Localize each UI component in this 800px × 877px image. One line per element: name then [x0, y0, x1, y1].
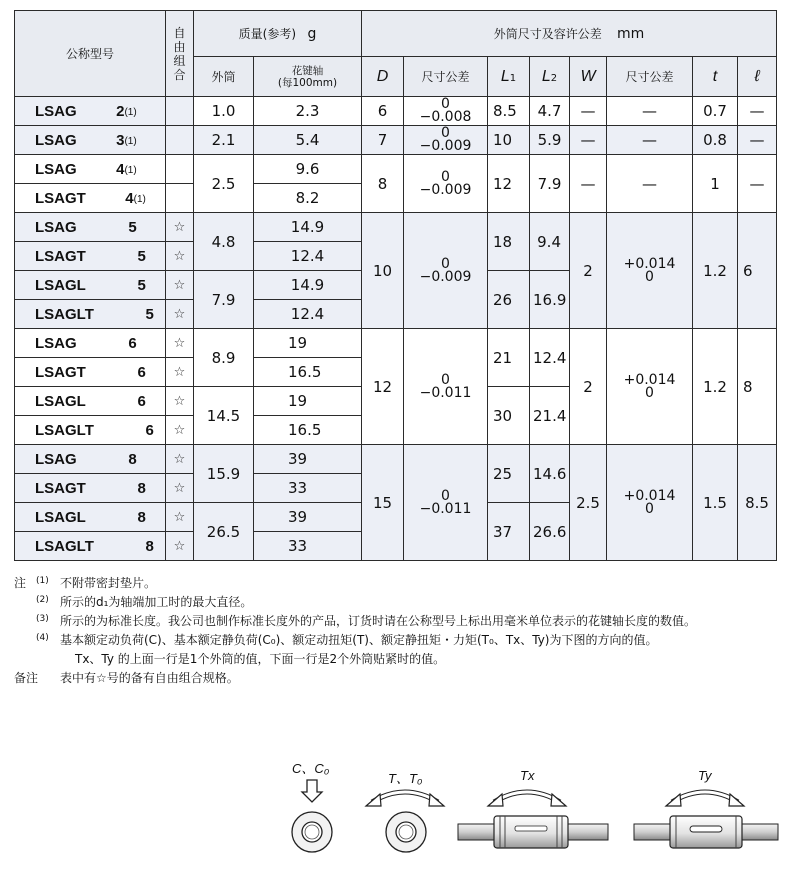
note-index: (2): [36, 595, 49, 605]
outer-mass-cell: 8.9: [194, 329, 254, 387]
W-cell: 2: [570, 329, 607, 445]
header-dimensions: 外筒尺寸及容许公差 mm: [362, 11, 777, 57]
L2-cell: 5.9: [530, 126, 570, 155]
L2-cell: 12.4: [530, 329, 570, 387]
t-cell: 0.7: [693, 97, 738, 126]
note-index: (1): [36, 576, 49, 586]
L1-cell: 12: [488, 155, 530, 213]
shaft-mass-cell: 33: [254, 474, 362, 503]
bearing-end-view-icon: [292, 812, 332, 852]
tol1-cell: 0 −0.008: [404, 97, 488, 126]
free-combo-cell: ☆: [166, 242, 194, 271]
t-cell: 1.5: [693, 445, 738, 561]
note-index: (3): [36, 614, 49, 624]
D-cell: 8: [362, 155, 404, 213]
free-combo-cell: [166, 126, 194, 155]
shaft-mass-cell: 8.2: [254, 184, 362, 213]
bearing-end-view-icon: [386, 812, 426, 852]
t-cell: 1.2: [693, 329, 738, 445]
free-combo-cell: ☆: [166, 358, 194, 387]
free-combo-cell: ☆: [166, 503, 194, 532]
label-t: T、T₀: [388, 771, 423, 786]
outer-mass-cell: 26.5: [194, 503, 254, 561]
table-row: [15, 329, 777, 358]
shaft-mass-cell: 16.5: [254, 358, 362, 387]
model-cell: LSAGL 6: [15, 387, 166, 416]
remark-label: 备注: [14, 671, 39, 685]
W-cell: —: [570, 97, 607, 126]
diagram-drawing: [0, 740, 800, 877]
header-free-combo: 自由组合: [166, 11, 194, 97]
tol1-cell: 0 −0.011: [404, 445, 488, 561]
note-text: 所示的为标准长度。我公司也制作标准长度外的产品，订货时请在公称型号上标出用毫米单位表示的花键轴长度的数值。: [60, 614, 697, 628]
moment-x-arrow-icon: [488, 792, 566, 806]
D-cell: 15: [362, 445, 404, 561]
model-cell: LSAGLT 5: [15, 300, 166, 329]
label-tx: Tx: [520, 768, 535, 783]
L2-cell: 26.6: [530, 503, 570, 561]
free-combo-cell: ☆: [166, 387, 194, 416]
free-combo-cell: ☆: [166, 300, 194, 329]
tol2-cell: +0.014 0: [607, 445, 693, 561]
outer-mass-cell: 2.5: [194, 155, 254, 213]
tol1-cell: 0 −0.009: [404, 155, 488, 213]
outer-mass-cell: 1.0: [194, 97, 254, 126]
spec-table: [14, 10, 777, 561]
free-combo-cell: ☆: [166, 271, 194, 300]
note-index: (4): [36, 633, 49, 643]
L2-cell: 14.6: [530, 445, 570, 503]
outer-mass-cell: 7.9: [194, 271, 254, 329]
L2-cell: 4.7: [530, 97, 570, 126]
header-tol1: 尺寸公差: [404, 57, 488, 97]
label-ty: Ty: [698, 768, 712, 783]
header-W: W: [570, 57, 607, 97]
shaft-side-view-icon: [634, 816, 778, 848]
header-D: D: [362, 57, 404, 97]
note-text: 不附带密封垫片。: [60, 576, 157, 590]
model-cell: LSAGT 5: [15, 242, 166, 271]
L2-cell: 9.4: [530, 213, 570, 271]
shaft-mass-cell: 39: [254, 445, 362, 474]
table-row: [15, 126, 777, 155]
tol2-cell: —: [607, 126, 693, 155]
label-c: C、C₀: [292, 761, 330, 776]
shaft-mass-cell: 39: [254, 503, 362, 532]
note-text: Tx、Ty 的上面一行是1个外筒的值，下面一行是2个外筒贴紧时的值。: [75, 652, 446, 666]
free-combo-cell: ☆: [166, 532, 194, 561]
W-cell: 2.5: [570, 445, 607, 561]
shaft-side-view-icon: [458, 816, 608, 848]
free-combo-cell: ☆: [166, 474, 194, 503]
L2-cell: 7.9: [530, 155, 570, 213]
shaft-mass-cell: 14.9: [254, 271, 362, 300]
torque-arrow-icon: [366, 792, 444, 806]
tol1-cell: 0 −0.009: [404, 213, 488, 329]
outer-mass-cell: 2.1: [194, 126, 254, 155]
shaft-mass-cell: 12.4: [254, 300, 362, 329]
L1-cell: 21: [488, 329, 530, 387]
model-cell: LSAG 8: [15, 445, 166, 474]
tol1-cell: 0 −0.009: [404, 126, 488, 155]
header-ell: ℓ: [738, 57, 777, 97]
model-cell: LSAGL 8: [15, 503, 166, 532]
model-cell: LSAGT 4(1): [15, 184, 166, 213]
L1-cell: 26: [488, 271, 530, 329]
tol2-cell: +0.014 0: [607, 329, 693, 445]
D-cell: 10: [362, 213, 404, 329]
L2-cell: 16.9: [530, 271, 570, 329]
header-L1: L1: [488, 57, 530, 97]
t-cell: 1: [693, 155, 738, 213]
header-tol2: 尺寸公差: [607, 57, 693, 97]
radial-load-arrow-icon: [302, 780, 322, 802]
model-cell: LSAGT 8: [15, 474, 166, 503]
tol1-cell: 0 −0.011: [404, 329, 488, 445]
notes-label: 注: [14, 576, 27, 590]
W-cell: —: [570, 155, 607, 213]
shaft-mass-cell: 19: [254, 329, 362, 358]
tol2-cell: +0.014 0: [607, 213, 693, 329]
model-cell: LSAGLT 6: [15, 416, 166, 445]
outer-mass-cell: 15.9: [194, 445, 254, 503]
table-row: [15, 97, 777, 126]
header-L2: L2: [530, 57, 570, 97]
L2-cell: 21.4: [530, 387, 570, 445]
moment-y-arrow-icon: [666, 792, 744, 806]
L1-cell: 18: [488, 213, 530, 271]
D-cell: 6: [362, 97, 404, 126]
free-combo-cell: ☆: [166, 445, 194, 474]
header-shaft: 花键轴 (每100mm): [254, 57, 362, 97]
shaft-mass-cell: 2.3: [254, 97, 362, 126]
L1-cell: 37: [488, 503, 530, 561]
ell-cell: 8.5: [738, 445, 777, 561]
ell-cell: —: [738, 126, 777, 155]
shaft-mass-cell: 33: [254, 532, 362, 561]
remark-text: 表中有☆号的备有自由组合规格。: [60, 671, 239, 685]
model-cell: LSAGLT 8: [15, 532, 166, 561]
L1-cell: 25: [488, 445, 530, 503]
header-model: 公称型号: [15, 11, 166, 97]
outer-mass-cell: 4.8: [194, 213, 254, 271]
free-combo-cell: [166, 184, 194, 213]
header-mass: 质量(参考) g: [194, 11, 362, 57]
note-text: 所示的d₁为轴端加工时的最大直径。: [60, 595, 253, 609]
model-cell: LSAG 2(1): [15, 97, 166, 126]
model-cell: LSAG 4(1): [15, 155, 166, 184]
model-cell: LSAGT 6: [15, 358, 166, 387]
model-cell: LSAG 6: [15, 329, 166, 358]
free-combo-cell: [166, 155, 194, 184]
D-cell: 12: [362, 329, 404, 445]
free-combo-cell: ☆: [166, 329, 194, 358]
header-t: t: [693, 57, 738, 97]
shaft-mass-cell: 16.5: [254, 416, 362, 445]
L1-cell: 8.5: [488, 97, 530, 126]
L1-cell: 10: [488, 126, 530, 155]
W-cell: 2: [570, 213, 607, 329]
L1-cell: 30: [488, 387, 530, 445]
t-cell: 1.2: [693, 213, 738, 329]
table-row: [15, 155, 777, 184]
shaft-mass-cell: 9.6: [254, 155, 362, 184]
ell-cell: 8: [738, 329, 777, 445]
table-row: [15, 445, 777, 474]
shaft-mass-cell: 19: [254, 387, 362, 416]
table-row: [15, 213, 777, 242]
model-cell: LSAG 5: [15, 213, 166, 242]
outer-mass-cell: 14.5: [194, 387, 254, 445]
shaft-mass-cell: 12.4: [254, 242, 362, 271]
shaft-mass-cell: 5.4: [254, 126, 362, 155]
free-combo-cell: ☆: [166, 416, 194, 445]
model-cell: LSAG 3(1): [15, 126, 166, 155]
header-outer: 外筒: [194, 57, 254, 97]
W-cell: —: [570, 126, 607, 155]
ell-cell: 6: [738, 213, 777, 329]
free-combo-cell: ☆: [166, 213, 194, 242]
load-direction-diagram: [0, 740, 800, 877]
ell-cell: —: [738, 155, 777, 213]
D-cell: 7: [362, 126, 404, 155]
ell-cell: —: [738, 97, 777, 126]
model-cell: LSAGL 5: [15, 271, 166, 300]
tol2-cell: —: [607, 97, 693, 126]
free-combo-cell: [166, 97, 194, 126]
t-cell: 0.8: [693, 126, 738, 155]
note-text: 基本额定动负荷(C)、基本额定静负荷(C₀)、额定动扭矩(T)、额定静扭矩・力矩(T₀、Tx、Ty)为下图的方向的值。: [60, 633, 658, 647]
tol2-cell: —: [607, 155, 693, 213]
shaft-mass-cell: 14.9: [254, 213, 362, 242]
